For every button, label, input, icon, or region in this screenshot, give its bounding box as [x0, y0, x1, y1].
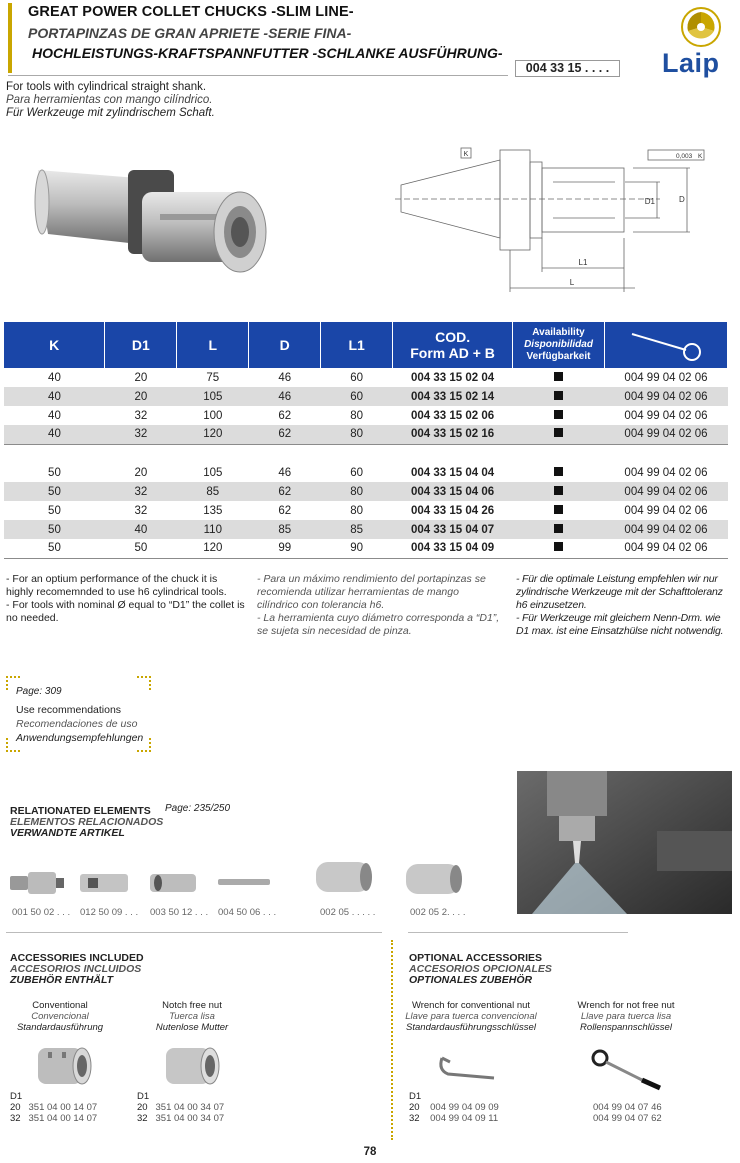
related-code-2: 012 50 09 . . .: [80, 907, 139, 918]
hook-wrench-icon: [436, 1052, 498, 1082]
wrench-icon: [626, 326, 706, 362]
dim-label-l1: L1: [578, 258, 588, 267]
dim-label-l: L: [569, 278, 575, 287]
col-wrench: [605, 322, 728, 368]
availability-square-icon: [554, 391, 563, 400]
table-row: 50 32 135 62 80 004 33 15 04 26 004 99 04 02 06: [48, 504, 708, 517]
intro-en: For tools with cylindrical straight shank.: [6, 81, 207, 93]
notch-free-label: Notch free nut Tuerca lisa Nutenlose Mutter: [155, 1000, 229, 1033]
recommendations-de: Anwendungsempfehlungen: [16, 732, 144, 744]
availability-square-icon: [554, 486, 563, 495]
related-item-2-icon: [80, 874, 128, 892]
col-d: D: [249, 322, 321, 368]
col-l1: L1: [321, 322, 393, 368]
table-row: 50 50 120 99 90 004 33 15 04 09 004 99 04 02 06: [4, 539, 728, 558]
conventional-codes: D1 20 351 04 00 14 07 32 351 04 00 14 07: [10, 1091, 98, 1124]
availability-square-icon: [554, 428, 563, 437]
accessories-title: ACCESSORIES INCLUDED ACCESORIOS INCLUIDOS ZUBEHÖR ENTHÄLT: [10, 952, 144, 986]
notes-de: - Für die optimale Leistung empfehlen wir nur zylindrische Werkzeuge mit der Schafttoleranz h6 einzusetzen. - Für Werkzeuge mit gleichem Nenn-Drm. wie D1 max. ist eine Einsatzhülse nicht notwendig.: [516, 573, 724, 637]
availability-square-icon: [554, 467, 563, 476]
col-availability: Availability Disponibilidad Verfügbarkeit: [513, 322, 605, 368]
table-row: 40 32 120 62 80 004 33 15 02 16 004 99 04 02 06: [4, 425, 728, 444]
section-divider: [391, 940, 393, 1140]
recommendations-en: Use recommendations: [16, 704, 122, 716]
notch-free-codes: D1 20 351 04 00 34 07 32 351 04 00 34 07: [137, 1091, 225, 1124]
dim-label-d: D: [679, 195, 685, 204]
wrench-conventional-label: Wrench for conventional nut Llave para tuerca convencional Standardausführungsschlüssel: [405, 1000, 537, 1033]
machine-photo: [517, 771, 732, 914]
notch-free-nut-icon: [162, 1042, 222, 1090]
col-l: L: [177, 322, 249, 368]
related-code-3: 003 50 12 . . .: [150, 907, 209, 918]
table-row: 50 40 110 85 85 004 33 15 04 07 004 99 04 02 06: [4, 520, 728, 539]
product-code: 004 33 15 . . . .: [515, 60, 620, 77]
product-table: [4, 322, 728, 559]
title-de: HOCHLEISTUNGS-KRAFTSPANNFUTTER -SCHLANKE AUSFÜHRUNG-: [32, 45, 503, 61]
accessories-rule: [6, 932, 382, 933]
availability-square-icon: [554, 410, 563, 419]
availability-square-icon: [554, 505, 563, 514]
related-item-6-icon: [406, 864, 462, 894]
related-images: [8, 860, 478, 905]
related-code-1: 001 50 02 . . .: [12, 907, 71, 918]
col-d1: D1: [105, 322, 177, 368]
dim-label-tol: 0,003: [676, 153, 693, 160]
pin-wrench-icon: [590, 1046, 664, 1092]
recommendations-page: Page: 309: [16, 686, 62, 697]
wrench-notfree-label: Wrench for not free nut Llave para tuerca lisa Rollenspannschlüssel: [577, 1000, 675, 1033]
availability-square-icon: [554, 372, 563, 381]
conventional-nut-icon: [34, 1042, 94, 1090]
table-row: 50 32 85 62 80 004 33 15 04 06 004 99 04 02 06: [4, 482, 728, 501]
table-row: 40 20 75 46 60 004 33 15 02 04 004 99 04 02 06: [48, 371, 708, 384]
title-en: GREAT POWER COLLET CHUCKS -SLIM LINE-: [28, 4, 354, 20]
related-code-5: 002 05 . . . . .: [320, 907, 376, 918]
dim-label-tol-ref: K: [698, 153, 703, 160]
brand-name: Laip: [662, 48, 720, 78]
related-item-3-icon: [150, 874, 196, 892]
conventional-label: Conventional Convencional Standardausführung: [16, 1000, 104, 1033]
table-spacer: [4, 444, 728, 463]
related-item-5-icon: [316, 862, 372, 892]
header-accent-bar: [8, 3, 12, 73]
optional-rule: [408, 932, 628, 933]
chuck-photo: [30, 148, 270, 288]
notes-en: - For an optium performance of the chuck it is highly recomemnded to use h6 cylindrical tools. - For tools with nominal Ø equal to “D1” the collet is no needed.: [6, 573, 245, 624]
header-rule: [8, 75, 508, 76]
title-es: PORTAPINZAS DE GRAN APRIETE -SERIE FINA-: [28, 25, 352, 41]
table-row: 40 32 100 62 80 004 33 15 02 06 004 99 04 02 06: [48, 409, 708, 422]
intro-de: Für Werkzeuge mit zylindrischem Schaft.: [6, 107, 215, 119]
dim-label-k: K: [463, 151, 469, 158]
table-header-row: [4, 322, 728, 368]
col-cod: COD. Form AD + B: [393, 322, 513, 368]
dim-label-d1: D1: [644, 197, 655, 206]
availability-square-icon: [554, 542, 563, 551]
related-title: RELATIONATED ELEMENTS ELEMENTOS RELACIONADOS VERWANDTE ARTIKEL: [10, 805, 164, 839]
related-code-6: 002 05 2. . . .: [410, 907, 466, 918]
page-number: 78: [363, 1146, 377, 1158]
wrench-conventional-codes: D1 20 004 99 04 09 09 32 004 99 04 09 11: [409, 1091, 499, 1124]
technical-drawing: [375, 140, 715, 300]
related-page: Page: 235/250: [165, 803, 231, 814]
availability-square-icon: [554, 524, 563, 533]
notes-es: - Para un máximo rendimiento del portapinzas se recomienda utilizar herramientas de mango cilíndrico con tolerancia h6. - La herramienta cuyo diámetro corresponda a “D1”, se sujeta sin necesidad de pinza.: [257, 573, 500, 637]
intro-text: [6, 81, 215, 120]
optional-title: OPTIONAL ACCESSORIES ACCESORIOS OPCIONALES OPTIONALES ZUBEHÖR: [409, 952, 552, 986]
table-row: 40 20 105 46 60 004 33 15 02 14 004 99 04 02 06: [4, 387, 728, 406]
laip-logo-icon: [680, 6, 722, 48]
wrench-notfree-codes: 004 99 04 07 46 004 99 04 07 62: [593, 1102, 662, 1124]
table-row: 50 20 105 46 60 004 33 15 04 04 004 99 04 02 06: [48, 466, 708, 479]
recommendations-link[interactable]: [6, 676, 151, 752]
intro-es: Para herramientas con mango cilíndrico.: [6, 94, 213, 106]
col-k: K: [4, 322, 105, 368]
recommendations-es: Recomendaciones de uso: [16, 718, 138, 730]
related-code-4: 004 50 06 . . .: [218, 907, 277, 918]
related-item-1-icon: [10, 872, 64, 894]
related-item-4-icon: [218, 879, 270, 885]
